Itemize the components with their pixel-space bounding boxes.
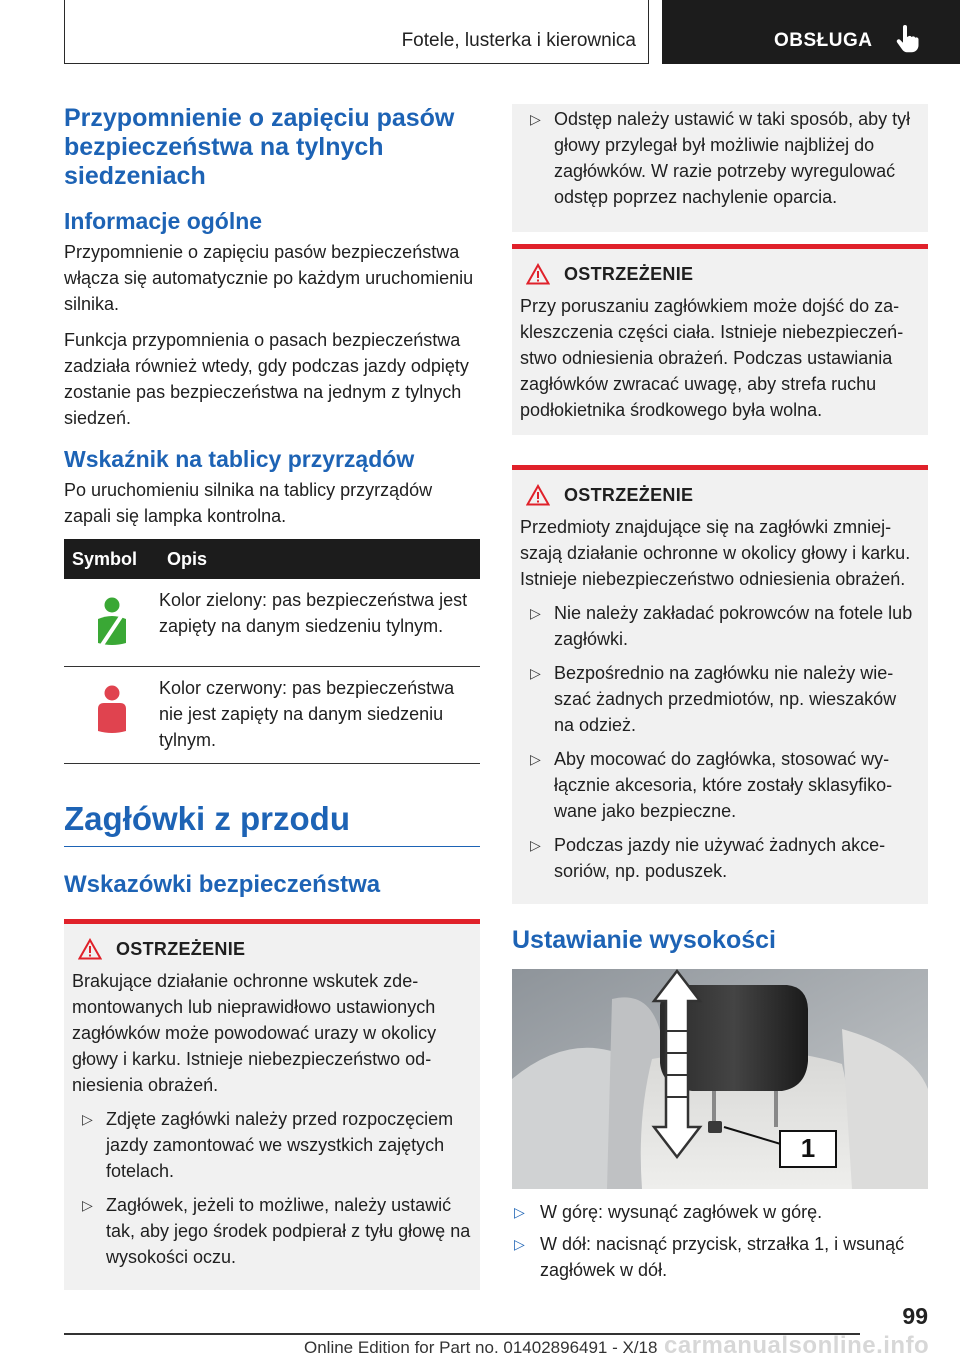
description-cell: Kolor zielony: pas bezpieczeństwa jest zapięty na danym siedzeniu tylnym. [159, 579, 480, 667]
triangle-bullet-icon: ▷ [530, 751, 541, 767]
chapter-tab-label: OBSŁUGA [774, 30, 873, 51]
warning-box [512, 244, 928, 435]
headrest-photo [512, 969, 928, 1189]
left-column [64, 104, 480, 1290]
list-item: ▷ Zagłówek, jeżeli to możliwe, należy ustawić tak, aby jego środek podpierał z tyłu głowę na wysokości oczu. [72, 1192, 472, 1270]
warning-triangle-icon [526, 484, 550, 506]
edition-text: Online Edition for Part no. 01402896491 - X/18 [304, 1338, 658, 1357]
warning-list [520, 600, 920, 884]
triangle-bullet-icon: ▷ [530, 111, 541, 127]
header-frame [64, 0, 649, 64]
list-item: ▷ Bezpośrednio na zagłówku nie należy wieszać żadnych przedmiotów, np. wieszaków na odzież. [520, 660, 920, 738]
warning-header [72, 938, 472, 960]
section-heading-height: Ustawianie wysokości [512, 926, 777, 954]
description-cell: Kolor czerwony: pas bezpieczeństwa nie jest zapięty na danym siedzeniu tylnym. [159, 667, 480, 764]
subheading-general: Informacje ogólne [64, 208, 263, 234]
subheading-indicator: Wskaźnik na tablicy przyrządów [64, 446, 415, 472]
warning-title: OSTRZEŻENIE [564, 263, 694, 284]
callout-number: 1 [800, 1133, 816, 1163]
warning-box [512, 465, 928, 904]
triangle-bullet-icon: ▷ [514, 1204, 525, 1220]
triangle-bullet-icon: ▷ [82, 1111, 93, 1127]
table-header-symbol: Symbol [64, 539, 159, 579]
section-heading-rear-seatbelt: Przypomnienie o zapięciu pasów bezpieczeństwa na tylnych siedzeniach [64, 104, 455, 190]
chapter-tab[interactable] [662, 0, 960, 64]
warning-text: Przedmioty znajdujące się na zagłówki zmniejszają działanie ochronne w okolicy głowy i karku. Istnieje niebezpieczeństwo odniesienia obrażeń. [520, 517, 911, 589]
table-header-description: Opis [159, 539, 480, 579]
watermark: carmanualsonline.info [664, 1332, 930, 1359]
right-column [512, 104, 928, 1289]
page-number: 99 [902, 1303, 928, 1329]
warning-title: OSTRZEŻENIE [564, 484, 694, 505]
section-title: Fotele, lusterka i kierownica [401, 30, 636, 51]
list-item: ▷ W górę: wysunąć zagłówek w górę. [512, 1199, 928, 1225]
hand-pointer-icon [894, 24, 920, 54]
triangle-bullet-icon: ▷ [530, 605, 541, 621]
list-item: ▷ Zdjęte zagłówki należy przed rozpoczęciem jazdy zamontować we wszystkich zajętych fotelach. [72, 1106, 472, 1184]
warning-triangle-icon [526, 263, 550, 285]
warning-header [520, 484, 920, 506]
note-box [512, 104, 928, 232]
list-item: ▷ Nie należy zakładać pokrowców na fotele lub zagłówki. [520, 600, 920, 652]
paragraph: Przypomnienie o zapięciu pasów bezpieczeństwa włącza się automatycznie po każdym uruchomieniu silnika. [64, 242, 474, 314]
subheading-safety: Wskazówki bezpieczeństwa [64, 871, 381, 898]
seatbelt-fastened-green-icon [95, 597, 129, 649]
table-row [64, 667, 480, 764]
triangle-bullet-icon: ▷ [514, 1236, 525, 1252]
list-item: ▷ Odstęp należy ustawić w taki sposób, aby tył głowy przylegał był możliwie najbliżej do zagłówków. W razie potrzeby wyregulować odstęp poprzez nachylenie oparcia. [520, 106, 920, 210]
triangle-bullet-icon: ▷ [530, 665, 541, 681]
warning-list [72, 1106, 472, 1270]
symbol-cell [64, 667, 159, 764]
warning-title: OSTRZEŻENIE [116, 938, 246, 959]
symbol-table [64, 539, 480, 764]
warning-header [520, 263, 920, 285]
seatbelt-unfastened-red-icon [95, 685, 129, 737]
triangle-bullet-icon: ▷ [530, 837, 541, 853]
warning-triangle-icon [78, 938, 102, 960]
warning-box [64, 919, 480, 1290]
headrest-illustration [512, 969, 928, 1189]
triangle-bullet-icon: ▷ [82, 1197, 93, 1213]
chapter-heading-front-headrests: Zagłówki z przodu [64, 800, 480, 847]
warning-text: Brakujące działanie ochronne wskutek zdemontowanych lub nieprawidłowo ustawionych zagłówków może powodować urazy w okolicy głowy i karku. Istnieje niebezpieczeństwo odniesienia obrażeń. [72, 971, 437, 1095]
list-item: ▷ W dół: nacisnąć przycisk, strzałka 1, i wsunąć zagłówek w dół. [512, 1231, 928, 1283]
list-item: ▷ Podczas jazdy nie używać żadnych akcesoriów, np. poduszek. [520, 832, 920, 884]
list-item: ▷ Aby mocować do zagłówka, stosować wyłącznie akcesoria, które zostały sklasyfikowane jako bezpieczne. [520, 746, 920, 824]
symbol-cell [64, 579, 159, 667]
warning-text: Przy poruszaniu zagłówkiem może dojść do zakleszczenia części ciała. Istnieje niebezpieczeństwo odniesienia obrażeń. Podczas ustawiania zagłówków zwracać uwagę, aby strefa ruchu podłokietnika środkowego była wolna. [520, 296, 904, 420]
height-steps [512, 1199, 928, 1283]
table-row [64, 579, 480, 667]
paragraph: Po uruchomieniu silnika na tablicy przyrządów zapali się lampka kontrolna. [64, 480, 433, 526]
paragraph: Funkcja przypomnienia o pasach bezpieczeństwa zadziała również wtedy, gdy podczas jazdy odpięty zostanie pas bezpieczeństwa na jednym z tylnych siedzeń. [64, 330, 469, 428]
